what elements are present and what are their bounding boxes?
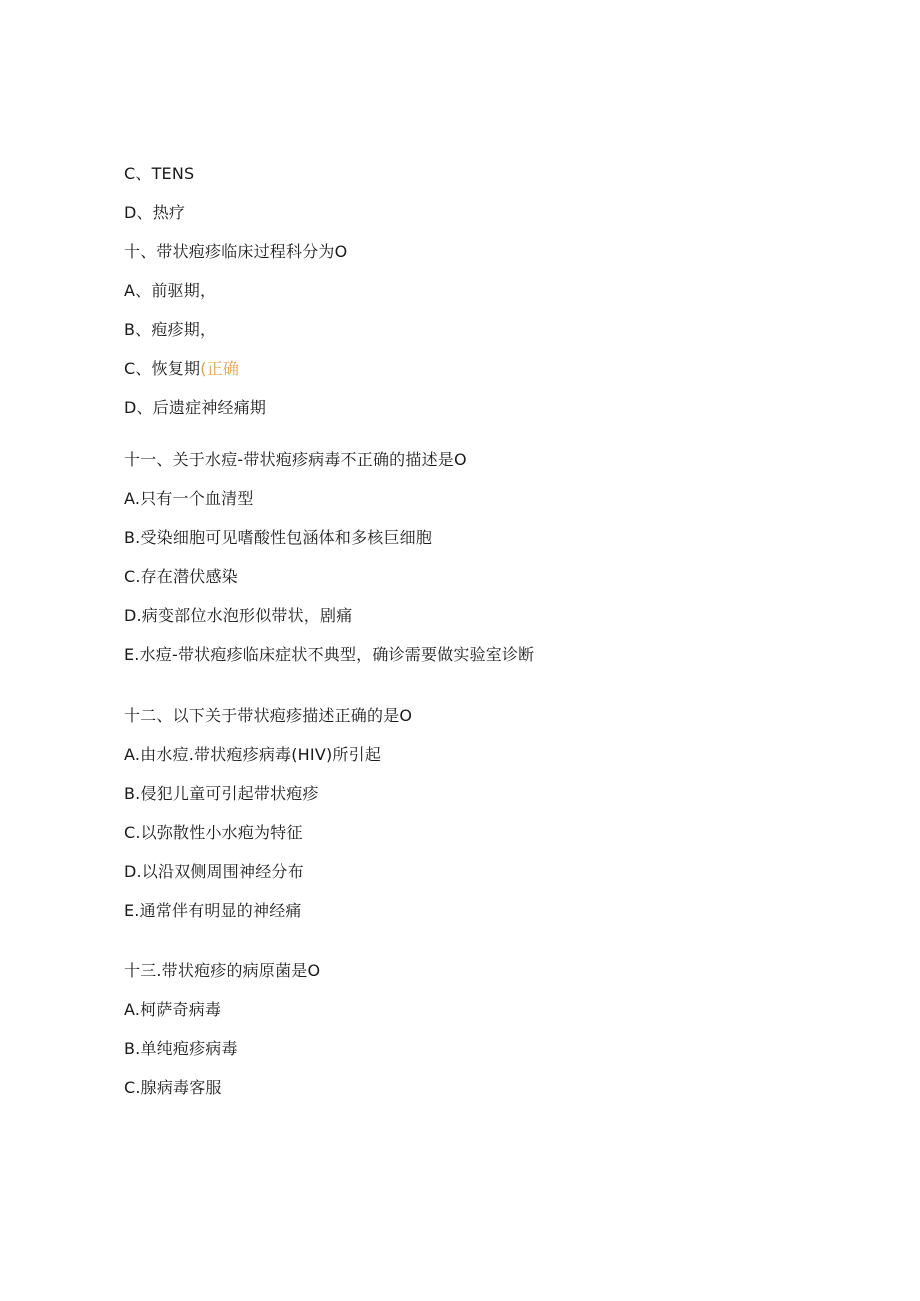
q11-option-b: B.受染细胞可见嗜酸性包涵体和多核巨细胞	[124, 528, 433, 547]
q12-option-d: D.以沿双侧周围神经分布	[124, 862, 304, 881]
question-11: 十一、关于水痘-带状疱疹病毒不正确的描述是O	[124, 450, 467, 469]
q12-option-b: B.侵犯儿童可引起带状疱疹	[124, 784, 319, 803]
q10-option-d: D、后遗症神经痛期	[124, 398, 267, 417]
option-d-heat-therapy: D、热疗	[124, 203, 186, 222]
question-13: 十三.带状疱疹的病原菌是O	[124, 961, 321, 980]
correct-mark: (正确	[200, 359, 240, 378]
q12-option-c: C.以弥散性小水疱为特征	[124, 823, 303, 842]
q11-option-c: C.存在潜伏感染	[124, 567, 238, 586]
q10-option-c	[124, 358, 239, 380]
q12-option-a: A.由水痘.带状疱疹病毒(HIV)所引起	[124, 745, 382, 764]
q13-option-c: C.腺病毒客服	[124, 1078, 222, 1097]
q10-option-a: A、前驱期，	[124, 281, 217, 300]
question-12: 十二、以下关于带状疱疹描述正确的是O	[124, 706, 413, 725]
q13-option-b: B.单纯疱疹病毒	[124, 1039, 238, 1058]
q12-option-e: E.通常伴有明显的神经痛	[124, 901, 302, 920]
q10-option-c-text: C、恢复期	[124, 359, 201, 378]
question-10: 十、带状疱疹临床过程科分为O	[124, 242, 348, 261]
q11-option-d: D.病变部位水泡形似带状，剧痛	[124, 606, 353, 625]
option-c-tens: C、TENS	[124, 164, 195, 183]
q11-option-e: E.水痘-带状疱疹临床症状不典型，确诊需要做实验室诊断	[124, 645, 535, 664]
q11-option-a: A.只有一个血清型	[124, 489, 254, 508]
q13-option-a: A.柯萨奇病毒	[124, 1000, 222, 1019]
q10-option-b: B、疱疹期，	[124, 320, 217, 339]
